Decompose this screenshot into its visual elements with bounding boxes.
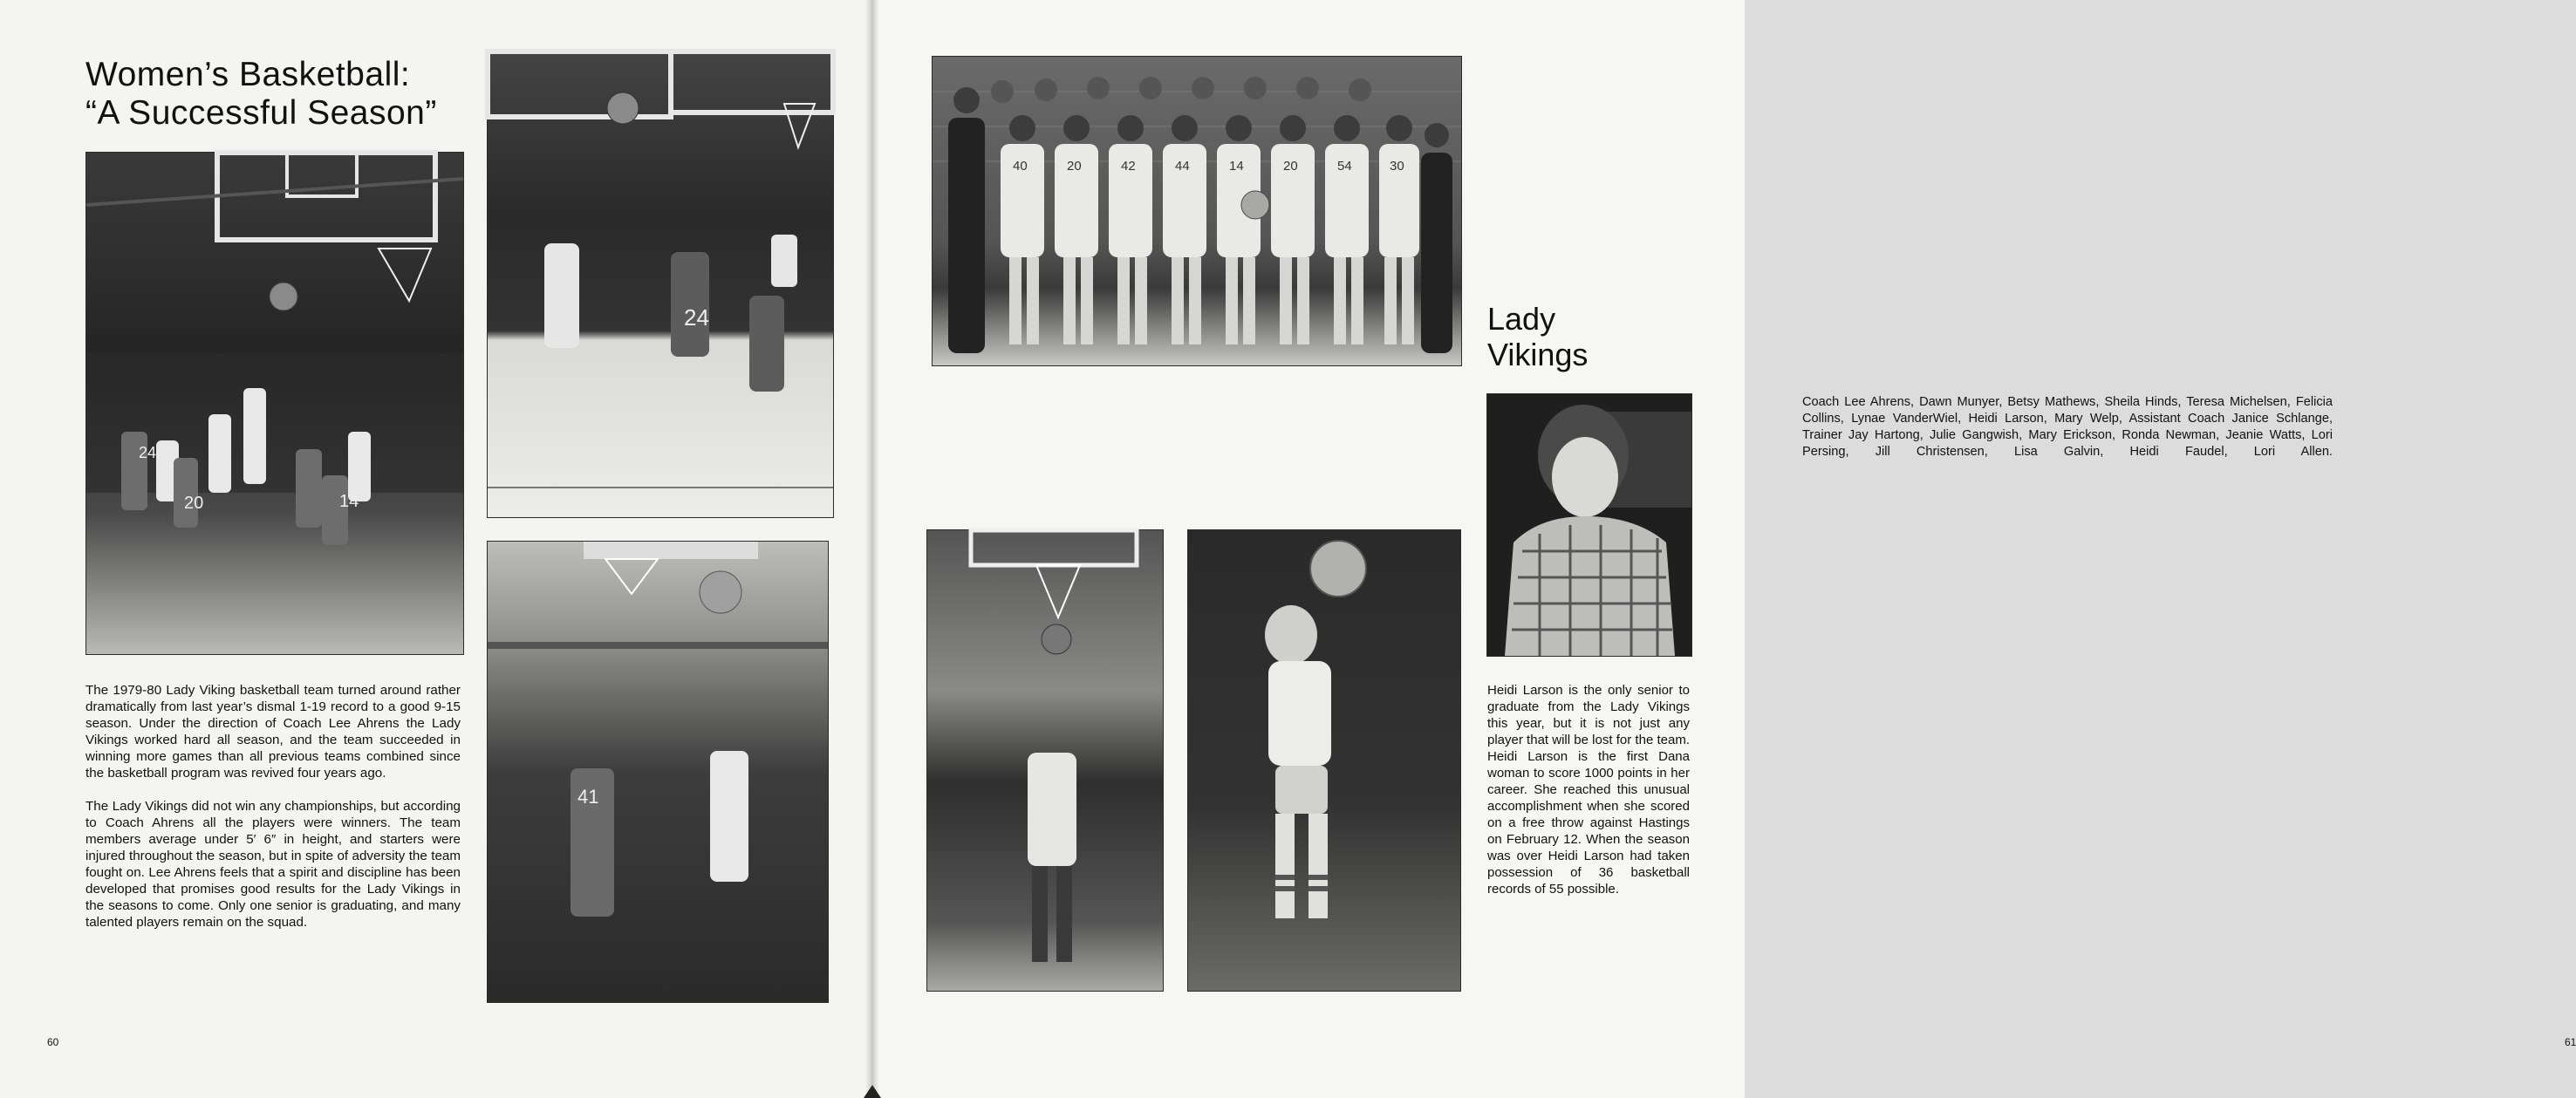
jersey-number: 44 bbox=[1175, 159, 1190, 174]
jersey-number: 24 bbox=[139, 444, 157, 461]
photo-game-shot-1 bbox=[85, 152, 464, 655]
jersey-number: 30 bbox=[1390, 159, 1404, 174]
title-line-1: Women’s Basketball: bbox=[85, 56, 411, 93]
portrait-photo bbox=[1486, 393, 1692, 657]
jersey-number: 14 bbox=[339, 492, 359, 511]
article-paragraph-2: The Lady Vikings did not win any championships, but according to Coach Ahrens all the players were winners. The team members average under 5′ 6″ in height, and starters were injured throughout the season, but in spite of adversity the team fought on. Lee Ahrens feels that a spirit and discipline has been developed that promises good results for the Lady Vikings in the seasons to come. Only one senior is graduating, and many talented players remain on the squad. bbox=[85, 799, 461, 930]
jersey-number: 41 bbox=[577, 786, 599, 808]
jersey-number: 14 bbox=[1229, 159, 1244, 174]
jersey-number: 24 bbox=[684, 304, 709, 331]
page-title-left bbox=[85, 56, 437, 132]
title-line-2: “A Successful Season” bbox=[85, 93, 437, 132]
jersey-number: 40 bbox=[1013, 159, 1028, 174]
article-paragraph-1: The 1979-80 Lady Viking basketball team turned around rather dramatically from last year’s dismal 1-19 record to a good 9-15 season. Under the direction of Coach Lee Ahrens the Lady Vikings worked hard all season, and the team succeeded in winning more games than all previous teams combined since the basketball program was revived four years ago. bbox=[85, 683, 461, 781]
title-line-2: Vikings bbox=[1487, 337, 1589, 373]
jersey-number: 20 bbox=[1283, 159, 1298, 174]
photo-game-shot-2 bbox=[487, 51, 834, 518]
title-line-1: Lady bbox=[1487, 301, 1556, 337]
photo-free-throw bbox=[926, 529, 1164, 992]
book-gutter bbox=[865, 0, 879, 1098]
page-number-left: 60 bbox=[47, 1036, 59, 1048]
jersey-number: 54 bbox=[1337, 159, 1352, 174]
senior-feature-text bbox=[1487, 682, 1690, 914]
photo-jump-shot bbox=[1187, 529, 1461, 992]
senior-paragraph: Heidi Larson is the only senior to graduate from the Lady Vikings this year, but it is not just any player that will be lost for the team. Heidi Larson is the first Dana woman to score 1000 points in her career. She reached this unusual accomplishment when she scored on a free throw against Hastings on February 12. When the season was over Heidi Larson had taken possession of 36 basketball records of 55 possible. bbox=[1487, 683, 1690, 897]
jersey-number: 42 bbox=[1121, 159, 1136, 174]
team-photo-caption: Coach Lee Ahrens, Dawn Munyer, Betsy Mathews, Sheila Hinds, Teresa Michelsen, Felicia Collins, Lynae VanderWiel, Heidi Larson, Mary Welp, Assistant Coach Janice Schlange, Trainer Jay Hartong, Julie Gangwish, Mary Erickson, Ronda Newman, Jeanie Watts, Lori Persing, Jill Christensen, Lisa Galvin, Heidi Faudel, Lori Allen. bbox=[1802, 395, 2333, 459]
page-title-right bbox=[1487, 301, 1588, 373]
jersey-number: 20 bbox=[1067, 159, 1082, 174]
article-body bbox=[85, 682, 461, 947]
photo-game-shot-3 bbox=[487, 541, 829, 1003]
right-page bbox=[872, 0, 2576, 1098]
left-page bbox=[0, 0, 872, 1098]
page-number-right: 61 bbox=[2565, 1036, 2576, 1048]
team-photo bbox=[932, 56, 1462, 366]
jersey-number: 20 bbox=[184, 494, 204, 513]
